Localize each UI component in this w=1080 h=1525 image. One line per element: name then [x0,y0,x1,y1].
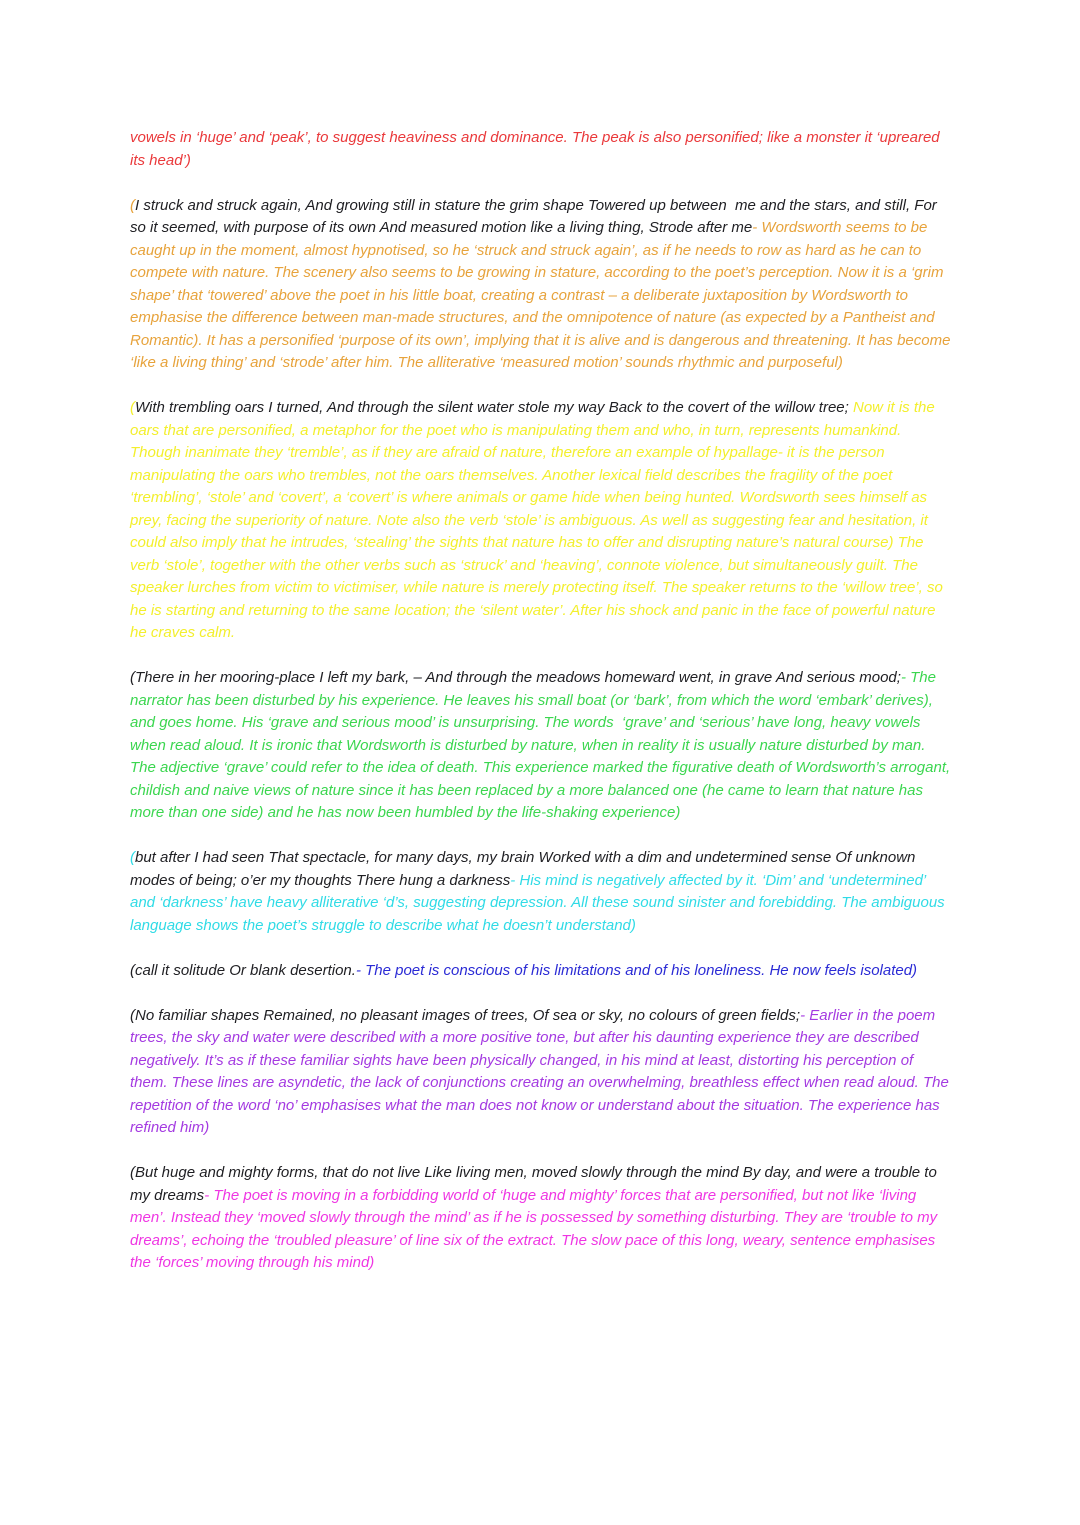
paragraph [130,960,954,983]
text-run: vowels in ‘huge’ and ‘peak’, to suggest heaviness and dominance. The peak is also personified; like a monster it ‘upreared its head’) [130,129,944,169]
text-run: (But huge and mighty forms, that do not live Like living men, moved slowly through the mind By day, and were a trouble to my dreams [130,1164,941,1204]
paragraph [130,1162,954,1275]
paragraph [130,397,954,645]
text-run: ( [130,849,135,866]
text-run: but after I had seen That spectacle, for many days, my brain Worked with a dim and undetermined sense Of unknown modes of being; o’er my thoughts There hung a darkness [130,849,920,889]
text-run: (No familiar shapes Remained, no pleasant images of trees, Of sea or sky, no colours of green fields; [130,1006,801,1024]
paragraph [130,195,954,375]
text-run: (There in her mooring-place I left my bark, – And through the meadows homeward went, in grave And serious mood; [130,669,901,686]
text-run: - Earlier in the poem trees, the sky and water were described with a more positive tone, but after his daunting experience they are described negatively. It’s as if these familiar sights have been physically changed, in his mind at least, distorting his perception of them. These lines are asyndetic, the lack of conjunctions creating an overwhelming, breathless effect when read aloud. The repetition of the word ‘no’ emphasises what the man does not know or understand about the situation. The experience has refined him) [130,1006,953,1136]
text-run: - Wordsworth seems to be caught up in the moment, almost hypnotised, so he ‘struck and struck again’, as if he needs to row as hard as he can to compete with nature. The scenery also seems to be growing in stature, according to the poet’s perception. Now it is a ‘grim shape’ that ‘towered’ above the poet in his little boat, creating a contrast – a deliberate juxtaposition by Wordsworth to emphasise the difference between man-made structures, and the omnipotence of nature (as expected by a Pantheist and Romantic). It has a personified ‘purpose of its own’, implying that it is alive and is dangerous and threatening. It has become ‘like a living thing’ and ‘strode’ after him. The alliterative ‘measured motion’ sounds rhythmic and purposeful) [130,219,955,371]
paragraph [130,127,954,172]
text-run: - The poet is conscious of his limitations and of his loneliness. He now feels isolated) [355,961,918,979]
text-run: (call it solitude Or blank desertion. [130,961,356,979]
paragraph [130,1005,954,1140]
text-run: Now it is the oars that are personified, a metaphor for the poet who is manipulating them and who, in turn, represents humankind. Though inanimate they ‘tremble’, as if they are afraid of nature, therefore an example of hypallage- it is the person manipulating the oars who trembles, not the oars themselves. Another lexical field describes the fragility of the poet ‘trembling’, ‘stole’ and ‘covert’, a ‘covert’ is where animals or game hide when being hunted. Wordsworth sees himself as prey, facing the superiority of nature. Note also the verb ‘stole’ is ambiguous. As well as suggesting fear and hesitation, it could also imply that he intrudes, ‘stealing’ the sights that nature has to offer and disrupting nature’s natural course) The verb ‘stole’, together with the other verbs such as ‘struck’ and ‘heaving’, connote violence, but simultaneously guilt. The speaker lurches from victim to victimiser, while nature is merely protecting itself. The speaker returns to the ‘willow tree’, so he is starting and returning to the same location; the ‘silent water’. After his shock and panic in the face of powerful nature he craves calm. [130,399,947,641]
document-text [130,127,954,1297]
text-run: - The narrator has been disturbed by his experience. He leaves his small boat (or ‘bark’, from which the word ‘embark’ derives), and goes home. His ‘grave and serious mood’ is unsurprising. The words ‘grave’ and ‘serious’ have long, heavy vowels when read aloud. It is ironic that Wordsworth is disturbed by nature, when in reality it is usually nature disturbed by man. The adjective ‘grave’ could refer to the idea of death. This experience marked the figurative death of Wordsworth’s arrogant, childish and naive views of nature since it has been replaced by a more balanced one (he came to learn that nature has more than one side) and he has now been humbled by the life-shaking experience) [130,669,955,821]
text-run: ( [130,196,135,214]
text-run: I struck and struck again, And growing still in stature the grim shape Towered up between me and the stars, and still, For so it seemed, with purpose of its own And measured motion like a living thing, Strode after me [130,196,941,236]
text-run: ( [130,399,135,416]
text-run: With trembling oars I turned, And through the silent water stole my way Back to the covert of the willow tree; [135,399,853,416]
text-run: - The poet is moving in a forbidding world of ‘huge and mighty’ forces that are personified, but not like ‘living men’. Instead they ‘moved slowly through the mind’ as if he is possessed by something disturbing. They are ‘trouble to my dreams’, echoing the ‘troubled pleasure’ of line six of the extract. The slow pace of this long, weary, sentence emphasises the ‘forces’ moving through his mind) [130,1186,942,1271]
paragraph [130,667,954,825]
paragraph [130,847,954,937]
text-run: - His mind is negatively affected by it. ‘Dim’ and ‘undetermined’ and ‘darkness’ have heavy alliterative ‘d’s, suggesting depression. All these sound sinister and forebidding. The ambiguous language shows the poet’s struggle to describe what he doesn’t understand) [130,871,949,934]
